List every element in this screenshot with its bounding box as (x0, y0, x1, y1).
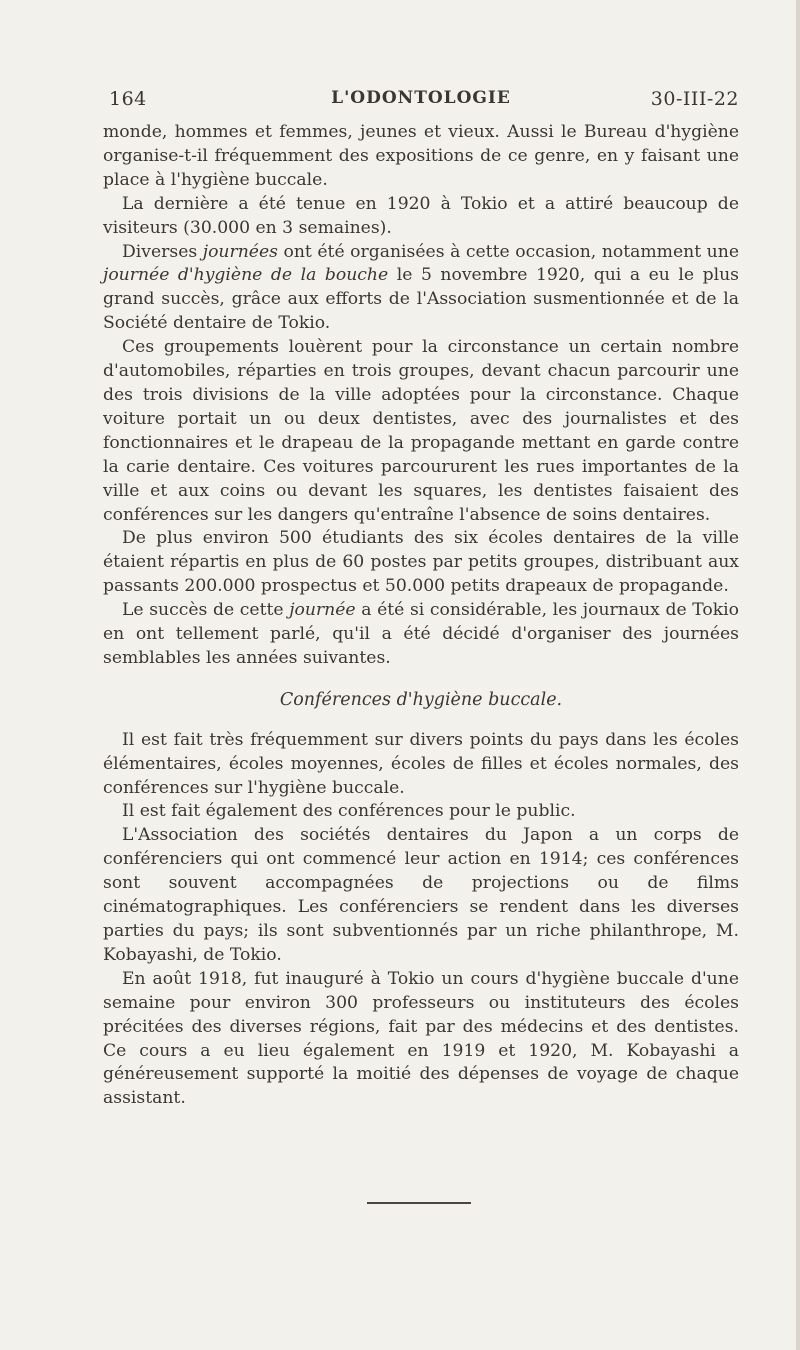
page (103, 88, 739, 1111)
paragraph: La dernière a été tenue en 1920 à Tokio et a attiré beaucoup de visiteurs (30.000 en 3 semaines). (103, 193, 739, 238)
text-run: Le succès de cette (122, 600, 290, 621)
text-run: ont été organisées à cette occasion, notamment une (277, 241, 739, 262)
paragraph: monde, hommes et femmes, jeunes et vieux. Aussi le Bureau d'hygiène organise-t-il fréquemment des expositions de ce genre, en y faisant une place à l'hygiène buccale. (103, 122, 739, 190)
page-number: 164 (109, 88, 147, 110)
paragraph: Il est fait également des conférences pour le public. (122, 801, 576, 822)
paragraph: L'Association des sociétés dentaires du Japon a un corps de conférenciers qui ont commencé leur action en 1914; ces conférences sont souvent accompagnées de projections ou de films cinématographiques. Les conférenciers se rendent dans les diverses parties du pays; ils sont subventionnés par un riche philanthrope, M. Kobayashi, de Tokio. (103, 825, 739, 965)
end-rule (367, 1202, 471, 1204)
issue-date: 30-III-22 (650, 88, 739, 110)
text-run: le 5 novembre 1920, qui a eu le plus grand succès, grâce aux efforts de l'Association susmentionnée et de la Société dentaire de Tokio. (103, 265, 739, 334)
text-run: Diverses (122, 241, 203, 262)
paragraph: De plus environ 500 étudiants des six écoles dentaires de la ville étaient répartis en plus de 60 postes par petits groupes, distribuant aux passants 200.000 prospectus et 50.000 petits drapeaux de propagande. (103, 528, 739, 597)
running-head (103, 88, 739, 118)
article-body (103, 121, 739, 1111)
paragraph: Ces groupements louèrent pour la circonstance un certain nombre d'automobiles, réparties en trois groupes, devant chacun parcourir une des trois divisions de la ville adoptées pour la circonstance. Chaque voiture portait un ou deux dentistes, avec des journalistes et des fonctionnaires et le drapeau de la propagande mettant en garde contre la carie dentaire. Ces voitures parcoururent les rues importantes de la ville et aux coins ou devant les squares, les dentistes faisaient des conférences sur les dangers qu'entraîne l'absence de soins dentaires. (103, 337, 739, 525)
italic-run: journée d'hygiène de la bouche (103, 265, 389, 286)
paragraph: En août 1918, fut inauguré à Tokio un cours d'hygiène buccale d'une semaine pour environ 300 professeurs ou instituteurs des écoles précitées des diverses régions, fait par des médecins et des dentistes. Ce cours a eu lieu également en 1919 et 1920, M. Kobayashi a généreusement supporté la moitié des dépenses de voyage de chaque assistant. (103, 968, 739, 1109)
italic-run: journée (289, 600, 356, 621)
paragraph (103, 599, 739, 671)
paragraph (103, 241, 739, 337)
text-run: a été si considérable, les journaux de Tokio en ont tellement parlé, qu'il a été décidé d'organiser des journées semblables les années suivantes. (103, 600, 740, 668)
journal-title: L'ODONTOLOGIE (331, 88, 511, 108)
italic-run: journées (202, 241, 278, 262)
section-heading: Conférences d'hygiène buccale. (279, 689, 563, 710)
page-edge (796, 0, 800, 1350)
paragraph: Il est fait très fréquemment sur divers points du pays dans les écoles élémentaires, écoles moyennes, écoles de filles et écoles normales, des conférences sur l'hygiène buccale. (103, 729, 739, 798)
